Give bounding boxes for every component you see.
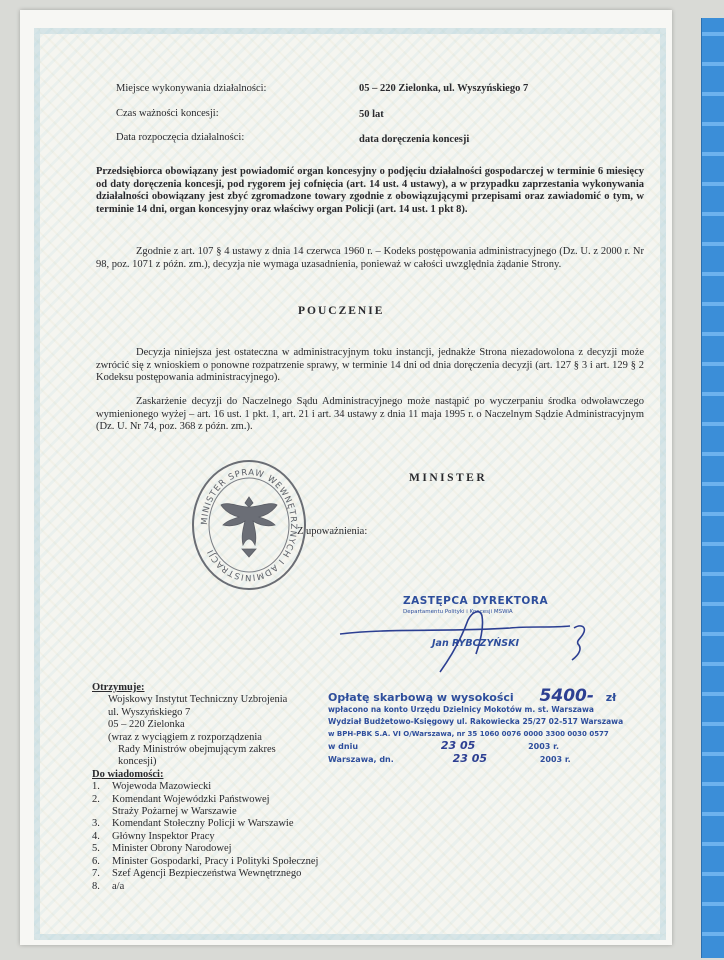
field-label-place: Miejsce wykonywania działalności:: [116, 83, 267, 94]
notice-item-number: 7.: [92, 868, 100, 880]
recipient-line: ul. Wyszyńskiego 7: [108, 706, 191, 718]
notice-item: [92, 781, 318, 793]
signature-title: ZASTĘPCA DYREKTORA: [403, 595, 549, 607]
pouczenie-heading: POUCZENIE: [298, 305, 385, 317]
recipient-line: (wraz z wyciągiem z rozporządzenia: [108, 731, 262, 743]
fee-date-label: Warszawa, dn.: [328, 755, 394, 764]
fee-stamp-line: [328, 686, 628, 706]
fee-year: 2003 r.: [539, 755, 571, 764]
pouczenie-paragraph-2: Zaskarżenie decyzji do Naczelnego Sądu Administracyjnego może nastąpić po wyczerpaniu środka odwoławczego wymienionego wyżej – art. 16 ust. 1 pkt. 1, art. 21 i art. 34 ustawy z dnia 11 maja 1995 r. o Naczelnym Sądzie Administracyjnym (Dz. U. Nr 74, poz. 368 z późn. zm.).: [96, 396, 644, 432]
notice-item-number: 2.: [92, 793, 100, 805]
notice-item-number: 4.: [92, 830, 100, 842]
recipients-block: [92, 682, 318, 893]
recipient-line: Wojskowy Instytut Techniczny Uzbrojenia: [108, 694, 288, 706]
notice-item-number: [92, 806, 112, 818]
notice-item-number: 1.: [92, 781, 100, 793]
field-label-start: Data rozpoczęcia działalności:: [116, 132, 245, 143]
fee-date: 23 05: [440, 739, 476, 752]
notice-item-number: 5.: [92, 843, 100, 855]
signature-department: Departamentu Polityki i Koncesji MSWiA: [403, 609, 513, 615]
seal-text: MINISTER SPRAW WEWNĘTRZNYCH I ADMINISTRACJI: [199, 467, 299, 583]
recipients-heading: Otrzymuje:: [92, 682, 145, 693]
notice-item: [92, 881, 318, 893]
notice-item: [92, 831, 318, 843]
recipient-line: Rady Ministrów obejmującym zakres: [118, 744, 276, 756]
notice-item: [92, 868, 318, 880]
field-value-validity: 50 lat: [359, 109, 384, 120]
fee-date-label: w dniu: [328, 742, 359, 751]
notice-item-text: a/a: [112, 880, 125, 892]
notice-item-number: 3.: [92, 818, 100, 830]
fee-currency: zł: [605, 691, 617, 704]
notice-item: [92, 794, 318, 806]
obligation-paragraph: Przedsiębiorca obowiązany jest powiadomić organ koncesyjny o podjęciu działalności gospodarczej w terminie 6 miesięcy od daty doręczenia koncesji, pod rygorem jej cofnięcia (art. 14 ust. 4 ustawy), a w przypadku zaprzestania wykonywania działalności obowiązany jest zbyć zgromadzone towary zgodnie z obowiązującymi przepisami oraz zawiadomić o tym, w terminie 14 dni, organ koncesyjny oraz właściwy organ Policji (art. 14 ust. 1 pkt 8).: [96, 166, 644, 215]
notice-item: [92, 843, 318, 855]
field-value-start: data doręczenia koncesji: [359, 134, 470, 145]
recipient-line: koncesji): [118, 756, 157, 768]
kpa-paragraph: Zgodnie z art. 107 § 4 ustawy z dnia 14 czerwca 1960 r. – Kodeks postępowania administracyjnego (Dz. U. z 2000 r. Nr 98, poz. 1071 z późn. zm.), decyzja nie wymaga uzasadnienia, ponieważ w całości uwzględnia żądanie Strony.: [96, 246, 644, 270]
notice-item-number: 8.: [92, 880, 100, 892]
document-page: [20, 10, 672, 945]
notice-item-text: Komendant Stołeczny Policji w Warszawie: [112, 818, 294, 830]
fee-stamp: [328, 686, 628, 766]
notice-item-text: Komendant Wojewódzki Państwowej: [112, 793, 270, 805]
notice-item-text: Wojewoda Mazowiecki: [112, 781, 212, 793]
notice-item: [92, 856, 318, 868]
notice-item-text: Straży Pożarnej w Warszawie: [112, 806, 237, 818]
notice-item-number: 6.: [92, 855, 100, 867]
notice-item-text: Główny Inspektor Pracy: [112, 830, 215, 842]
fee-date: 23 05: [452, 752, 488, 765]
fee-stamp-line: Wydział Budżetowo-Księgowy ul. Rakowiecka 25/27 02-517 Warszawa: [328, 717, 624, 726]
notice-item: [92, 806, 318, 818]
recipient-line: 05 – 220 Zielonka: [108, 719, 185, 731]
minister-heading: MINISTER: [409, 472, 488, 484]
fee-amount: 5400-: [539, 686, 594, 706]
fee-stamp-line: wpłacono na konto Urzędu Dzielnicy Mokotów m. st. Warszawa: [328, 705, 594, 714]
eagle-seal-icon: [190, 457, 308, 593]
field-value-place: 05 – 220 Zielonka, ul. Wyszyńskiego 7: [359, 83, 529, 94]
official-seal: [190, 457, 308, 593]
fee-stamp-line: [328, 753, 628, 766]
fee-stamp-label: Opłatę skarbową w wysokości: [328, 691, 514, 704]
notice-item-text: Minister Obrony Narodowej: [112, 843, 232, 855]
signature-name: Jan RYBCZYŃSKI: [432, 638, 520, 649]
binder-edge: [701, 18, 724, 958]
fee-year: 2003 r.: [528, 742, 559, 751]
pouczenie-paragraph-1: Decyzja niniejsza jest ostateczna w administracyjnym toku instancji, jednakże Strona niezadowolona z decyzji może zwrócić się z wnioskiem o ponowne rozpatrzenie sprawy, w terminie 14 dni od dnia doręczenia decyzji (art. 127 § 3 i art. 129 § 2 Kodeksu postępowania administracyjnego).: [96, 347, 644, 383]
notice-item-text: Minister Gospodarki, Pracy i Polityki Społecznej: [112, 855, 319, 867]
handwritten-signature: [330, 598, 600, 678]
notice-item-text: Szef Agencji Bezpieczeństwa Wewnętrznego: [112, 868, 302, 880]
notice-heading: Do wiadomości:: [92, 768, 164, 780]
field-label-validity: Czas ważności koncesji:: [116, 108, 219, 119]
notice-item: [92, 818, 318, 830]
fee-stamp-line: w BPH-PBK S.A. VI O/Warszawa, nr 35 1060 0076 0000 3300 0030 0577: [328, 730, 609, 738]
authorization-label: Z upoważnienia:: [297, 526, 368, 537]
